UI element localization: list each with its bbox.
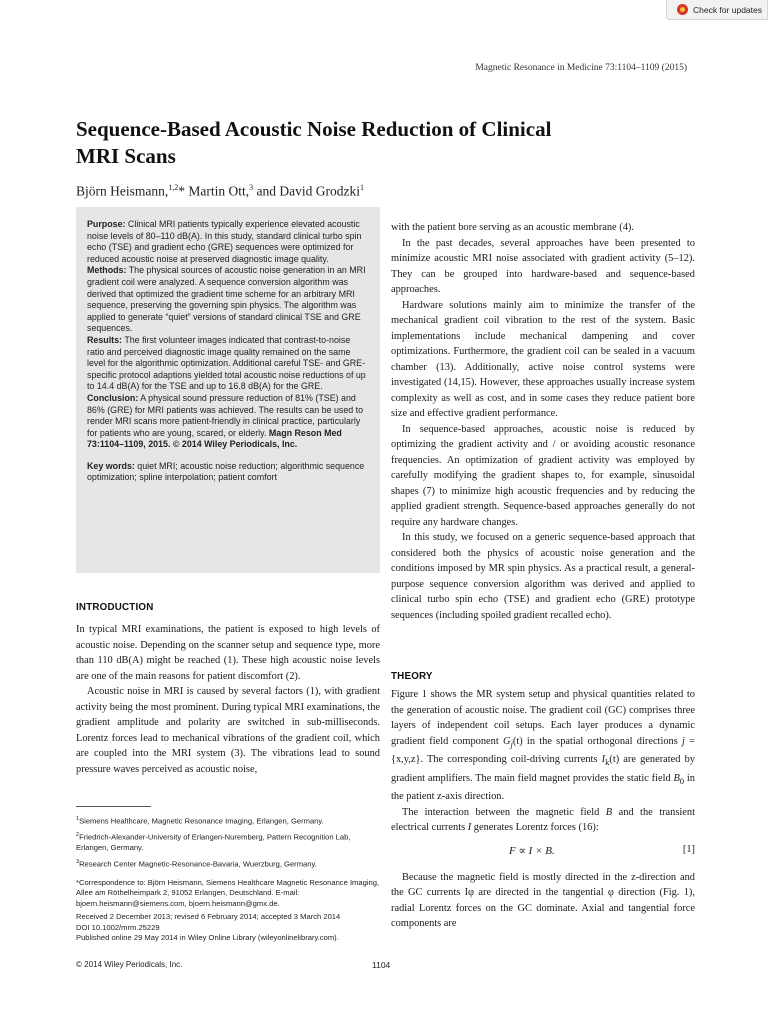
abstract-conclusion: Conclusion: A physical sound pressure reduction of 81% (TSE) and 86% (GRE) for MRI patients was achieved. The results can be used to render MRI scans more patient-friendly in clinical practice, particularly for patients who are young, scared, or elderly. Magn Reson Med 73:1104–1109, 2015. © 2014 Wiley Periodicals, Inc. — [87, 392, 364, 450]
equation-1 — [391, 844, 695, 864]
footnotes — [76, 814, 380, 947]
abstract-results: Results: The first volunteer images indicated that contrast-to-noise ratio and perceived diagnostic image quality remained on the same level for the algorithmic optimization. Additional careful TSE- and GRE-specific protocol adaptions yielded total acoustic noise reductions of up to 14.4 dB(A) for the TSE and up to 16.8 dB(A) for the GRE. — [87, 334, 366, 392]
author-3-affil: 1 — [359, 183, 364, 192]
check-for-updates-badge[interactable] — [666, 0, 768, 20]
introduction-body — [76, 622, 380, 777]
title-line-1: Sequence-Based Acoustic Noise Reduction of Clinical — [76, 117, 552, 141]
footnote-affiliation-3: $^3$Research Center Magnetic-Resonance-Bavaria, Wuerzburg, Germany. — [76, 858, 317, 869]
author-list — [76, 183, 364, 200]
footnote-affiliation-1: $^1$Siemens Healthcare, Magnetic Resonance Imaging, Erlangen, Germany. — [76, 816, 324, 826]
intro-paragraph-1: In typical MRI examinations, the patient is exposed to high levels of acoustic noise. Depending on the scanner setup and sequence type, more than 110 dB(A) might be reached (1). These high acoustic noise levels are one of the main reasons for patient discomfort (2). — [76, 624, 380, 682]
abstract-citation: Magn Reson Med 73:1104–1109, 2015. © 2014 Wiley Periodicals, Inc. — [87, 427, 342, 450]
footnote-correspondence: *Correspondence to: Björn Heismann, Siemens Healthcare Magnetic Resonance Imaging, Allee am Röthelheimpark 2, 91052 Erlangen, Deutschland. E-mail: bjoern.heismann@siemens.com, bjoern.heismann@gmx.de. — [76, 877, 380, 908]
author-2: * Martin Ott, — [178, 183, 250, 199]
theory-body — [391, 687, 695, 932]
right-paragraph-3: In sequence-based approaches, acoustic noise is reduced by optimizing the gradient activity and / or avoiding acoustic resonance frequencies. An optimization of gradient activity was employed by carefully modifying the gradient shapes to, for example, sinusoidal shapes (7) to minimize high acoustic frequencies and by reducing the applied gradient strength. Sequence-based approaches generally do not require any hardware changes. — [391, 423, 695, 528]
abstract-methods: Methods: The physical sources of acoustic noise generation in an MRI gradient coil were analyzed. A sequence conversion algorithm was derived that optimized the gradient time scheme for an arbitrary MRI sequence, preserving the governing spin physics. The algorithm was applied to generate “quiet” versions of standard clinical TSE and GRE sequences. — [87, 265, 366, 334]
abstract-purpose: Purpose: Clinical MRI patients typically experience elevated acoustic noise levels of 80–110 dB(A). In this study, standard clinical turbo spin echo (TSE) and gradient echo (GRE) sequences were optimized for reduced acoustic noise at preserved diagnostic image quality. — [87, 219, 362, 264]
introduction-heading: INTRODUCTION — [76, 602, 154, 613]
footnote-affiliation-2: $^2$Friedrich-Alexander-University of Erlangen-Nuremberg, Pattern Recognition Lab, Erlangen, Germany. — [76, 832, 351, 853]
right-column-body — [391, 220, 695, 623]
author-3: and David Grodzki — [253, 183, 360, 199]
author-1-affil: 1,2 — [168, 183, 179, 192]
equation-1-number: [1] — [682, 843, 695, 855]
copyright-notice: © 2014 Wiley Periodicals, Inc. — [76, 960, 183, 969]
intro-paragraph-2: Acoustic noise in MRI is caused by several factors (1), with gradient activity being the most prominent. During typical MRI examinations, the gradient amplitude and polarity are switched in sub-milliseconds. Lorentz forces lead to mechanical vibrations of the gradient coil, which are coupled into the MRI system (3). The vibrations lead to sound pressure waves perceived as acoustic noise, — [76, 686, 380, 775]
article-title — [76, 116, 696, 170]
theory-paragraph-3: Because the magnetic field is mostly directed in the z-direction and the GC currents Iφ are directed in the tangential φ direction (Fig. 1), radial Lorentz forces on the GC dominate. Axial and tangential force components are — [391, 871, 695, 930]
abstract-keywords: Key words: quiet MRI; acoustic noise reduction; algorithmic sequence optimization; spline interpolation; patient comfort — [87, 460, 365, 483]
abstract-box — [76, 207, 380, 573]
footnote-published: Published online 29 May 2014 in Wiley Online Library (wileyonlinelibrary.com). — [76, 933, 339, 943]
theory-paragraph-1: Figure 1 shows the MR system setup and physical quantities related to the generation of acoustic noise. The gradient coil (GC) comprises three layers of independent coil setups. Each layer produces a dynamic gradient field component $G_j(t)$ in the spatial orthogonal directions j = {x,y,z}. The corresponding coil-driving currents $I_k(t)$ are generated by gradient amplifiers. The main field magnet provides the static field $B_0$ in the patient z-axis direction. — [391, 689, 695, 803]
right-continuation: with the patient bore serving as an acoustic membrane (4). — [391, 222, 634, 233]
page-number: 1104 — [372, 960, 391, 970]
author-2-affil: 3 — [249, 183, 254, 192]
footnote-divider — [76, 806, 151, 807]
right-paragraph-2: Hardware solutions mainly aim to minimize the transfer of the mechanical gradient coil vibration to the rest of the system. Basic implementations include mechanical dampening and cover optimizations. Furthermore, the gradient coil can be sealed in a vacuum chamber (13). Additionally, active noise control systems were investigated (14,15). However, these approaches usually increase system complexity as well as cost, and in some cases they reduce patient bore size and effective gradient performance. — [391, 299, 695, 419]
footnote-doi: DOI 10.1002/mrm.25229 — [76, 922, 160, 932]
journal-citation: Magnetic Resonance in Medicine 73:1104–1109 (2015) — [475, 63, 687, 73]
theory-heading: THEORY — [391, 671, 433, 682]
theory-paragraph-2: The interaction between the magnetic field B and the transient electrical currents I generates Lorentz forces (16): — [391, 806, 695, 834]
footnote-received: Received 2 December 2013; revised 6 February 2014; accepted 3 March 2014 — [76, 912, 341, 922]
right-paragraph-1: In the past decades, several approaches have been presented to minimize acoustic MRI noise associated with gradient activity (5–12). They can be grouped into hardware-based and sequence-based approaches. — [391, 237, 695, 295]
check-for-updates-label: Check for updates — [693, 4, 762, 15]
equation-1-body: F ∝ I × B. — [509, 844, 555, 857]
crossmark-icon — [677, 4, 688, 15]
author-1: Björn Heismann, — [76, 183, 169, 199]
title-line-2: MRI Scans — [76, 144, 176, 168]
right-paragraph-4: In this study, we focused on a generic sequence-based approach that considered both the physics of acoustic noise generation and the conditions imposed by MR spin physics. As a practical result, a general-purpose sequence conversion algorithm was derived and applied to clinical turbo spin echo (TSE) and gradient echo (GRE) prototype sequences (including spoiled gradient recalled echo). — [391, 532, 695, 621]
